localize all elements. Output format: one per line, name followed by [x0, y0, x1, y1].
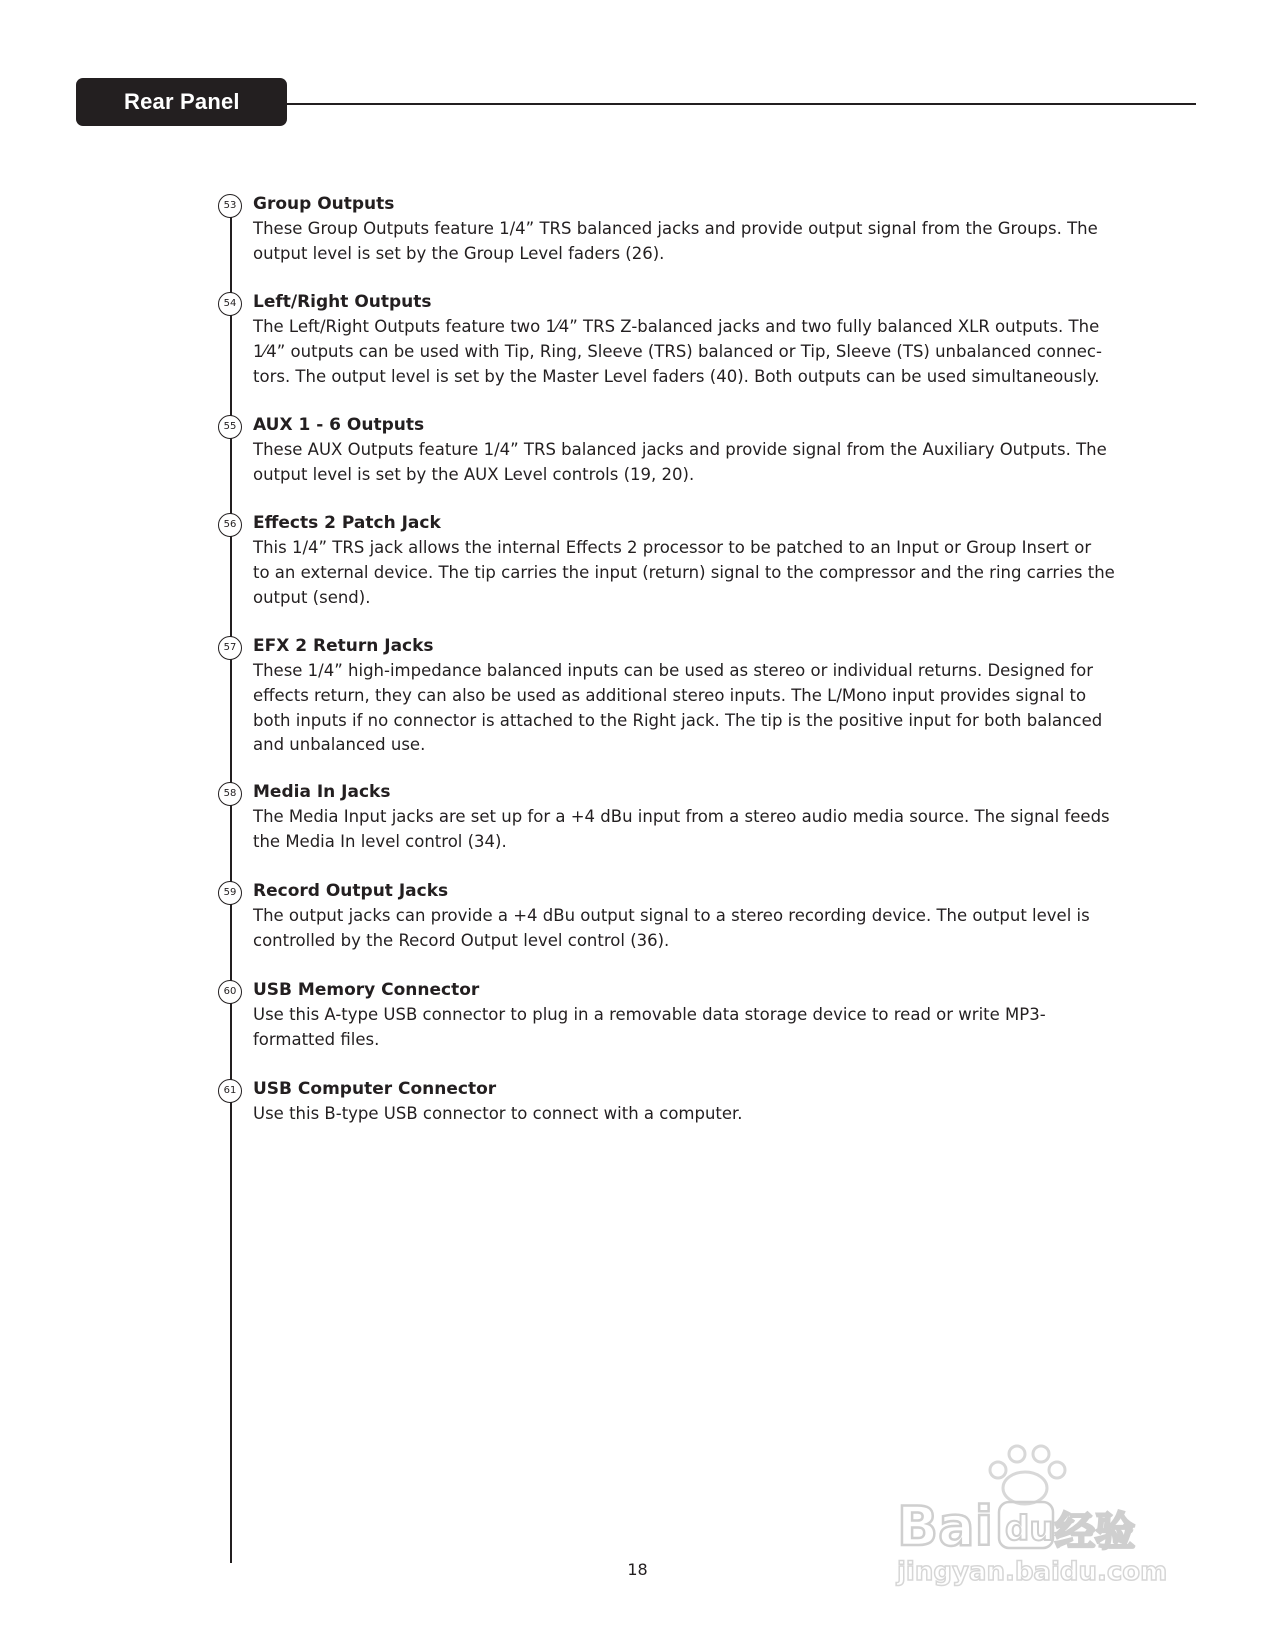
item-number-badge: 61 [218, 1079, 242, 1103]
description-line: Use this B-type USB connector to connect with a computer. [253, 1104, 743, 1123]
item-description [253, 1102, 1153, 1127]
item-title: Left/Right Outputs [253, 292, 432, 312]
item-title: USB Memory Connector [253, 980, 480, 1000]
item-description [253, 315, 1153, 389]
description-line: 1⁄4” outputs can be used with Tip, Ring, Sleeve (TRS) balanced or Tip, Sleeve (TS) unbalanced connec- [253, 341, 1102, 361]
svg-text:经验: 经验 [1055, 1509, 1135, 1555]
description-line: effects return, they can also be used as additional stereo inputs. The L/Mono input provides signal to [253, 685, 1087, 705]
description-line: These AUX Outputs feature 1/4” TRS balanced jacks and provide signal from the Auxiliary Outputs. The [253, 440, 1107, 459]
item-number-badge: 56 [218, 513, 242, 537]
svg-text:du: du [1005, 1509, 1054, 1549]
item-number-badge: 60 [218, 980, 242, 1004]
item-title: AUX 1 - 6 Outputs [253, 415, 425, 435]
description-line: both inputs if no connector is attached to the Right jack. The tip is the positive input for both balanced [253, 710, 1103, 730]
item-number-badge: 55 [218, 415, 242, 439]
item-description [253, 904, 1153, 954]
item-title: Record Output Jacks [253, 881, 449, 901]
item-number-badge: 57 [218, 636, 242, 660]
description-line: the Media In level control (34). [253, 831, 507, 851]
description-line: to an external device. The tip carries the input (return) signal to the compressor and the ring carries the [253, 562, 1115, 582]
description-line: The Left/Right Outputs feature two 1⁄4” TRS Z-balanced jacks and two fully balanced XLR outputs. The [253, 317, 1100, 336]
description-line: output (send). [253, 587, 371, 607]
svg-text:jingyan.baidu.com: jingyan.baidu.com [897, 1557, 1168, 1587]
item-description [253, 217, 1153, 267]
section-title: Rear Panel [124, 89, 240, 114]
description-line: Use this A-type USB connector to plug in a removable data storage device to read or write MP3- [253, 1005, 1046, 1024]
description-line: controlled by the Record Output level control (36). [253, 930, 670, 950]
description-line: and unbalanced use. [253, 735, 426, 755]
section-title-tab [76, 78, 287, 126]
description-line: output level is set by the Group Level faders (26). [253, 243, 665, 263]
item-number-badge: 58 [218, 782, 242, 806]
description-line: These 1/4” high-impedance balanced inputs can be used as stereo or individual returns. Designed for [253, 661, 1093, 680]
page-number: 18 [627, 1560, 648, 1579]
description-line: tors. The output level is set by the Master Level faders (40). Both outputs can be used simultaneously. [253, 366, 1100, 386]
description-line: The output jacks can provide a +4 dBu output signal to a stereo recording device. The output level is [253, 906, 1090, 925]
item-description [253, 536, 1153, 610]
item-number-badge: 59 [218, 881, 242, 905]
description-line: This 1/4” TRS jack allows the internal Effects 2 processor to be patched to an Input or Group Insert or [253, 538, 1092, 557]
item-title: Media In Jacks [253, 782, 391, 802]
svg-text:Bai: Bai [897, 1495, 994, 1558]
description-line: These Group Outputs feature 1/4” TRS balanced jacks and provide output signal from the Groups. The [253, 219, 1098, 238]
item-title: Effects 2 Patch Jack [253, 513, 441, 533]
baidu-watermark-logo [895, 1440, 1195, 1590]
item-number-badge: 53 [218, 194, 242, 218]
header-rule [287, 103, 1196, 105]
item-title: Group Outputs [253, 194, 395, 214]
description-line: output level is set by the AUX Level controls (19, 20). [253, 464, 695, 484]
item-description [253, 1003, 1153, 1053]
item-title: EFX 2 Return Jacks [253, 636, 434, 656]
description-line: formatted files. [253, 1029, 380, 1049]
description-line: The Media Input jacks are set up for a +4 dBu input from a stereo audio media source. The signal feeds [253, 807, 1110, 826]
item-description [253, 438, 1153, 488]
item-description [253, 805, 1153, 855]
item-description [253, 659, 1153, 758]
item-title: USB Computer Connector [253, 1079, 497, 1099]
item-number-badge: 54 [218, 292, 242, 316]
